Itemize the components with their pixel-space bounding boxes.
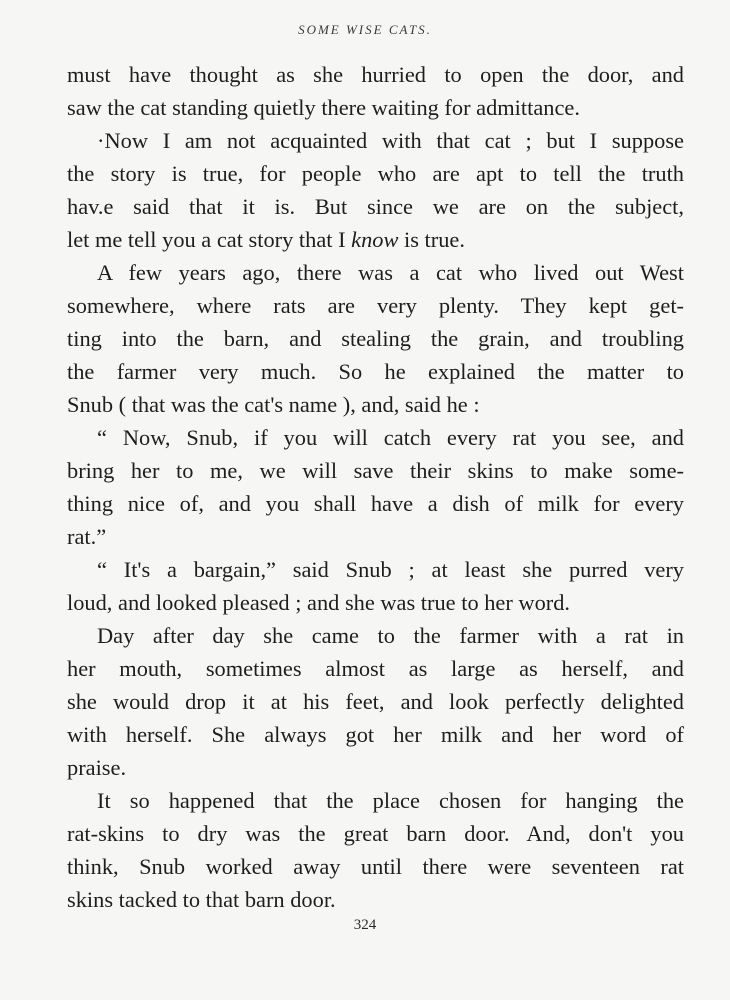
- text-line: hav.e said that it is. But since we are on the subject,: [67, 194, 684, 219]
- text-line: the farmer very much. So he explained the matter to: [67, 359, 684, 384]
- text-line: she would drop it at his feet, and look perfectly delighted: [67, 689, 684, 714]
- text-line-segment: is true.: [398, 227, 465, 252]
- text-line: Day after day she came to the farmer with a rat in: [97, 623, 684, 648]
- text-line: rat.”: [67, 524, 107, 549]
- text-line: It so happened that the place chosen for hanging the: [97, 788, 684, 813]
- text-line: with herself. She always got her milk and her word of: [67, 722, 684, 747]
- text-line: [67, 223, 684, 256]
- text-line: her mouth, sometimes almost as large as herself, and: [67, 656, 684, 681]
- text-line: must have thought as she hurried to open the door, and: [67, 62, 684, 87]
- running-head: SOME WISE CATS.: [298, 22, 432, 37]
- text-line: somewhere, where rats are very plenty. They kept get-: [67, 293, 684, 318]
- page-number: 324: [353, 917, 377, 933]
- body-text: [67, 58, 684, 916]
- text-line: loud, and looked pleased ; and she was true to her word.: [67, 590, 571, 615]
- text-line-segment: let me tell you a cat story that I: [67, 227, 352, 252]
- text-line: thing nice of, and you shall have a dish of milk for every: [67, 491, 684, 516]
- text-line: ·Now I am not acquainted with that cat ; but I suppose: [97, 128, 684, 153]
- text-line: “ It's a bargain,” said Snub ; at least she purred very: [97, 557, 684, 582]
- text-line: rat-skins to dry was the great barn door. And, don't you: [67, 821, 684, 846]
- text-line: “ Now, Snub, if you will catch every rat you see, and: [97, 425, 684, 450]
- text-line: ting into the barn, and stealing the grain, and troubling: [67, 326, 684, 351]
- text-line: praise.: [67, 755, 127, 780]
- text-line: A few years ago, there was a cat who lived out West: [97, 260, 684, 285]
- text-line: saw the cat standing quietly there waiting for admittance.: [67, 95, 580, 120]
- text-line: think, Snub worked away until there were seventeen rat: [67, 854, 684, 879]
- text-line: bring her to me, we will save their skins to make some-: [67, 458, 684, 483]
- emphasized-word: know: [351, 227, 399, 252]
- text-line: the story is true, for people who are apt to tell the truth: [67, 161, 684, 186]
- text-line: Snub ( that was the cat's name ), and, said he :: [67, 392, 480, 417]
- text-line: skins tacked to that barn door.: [67, 887, 336, 912]
